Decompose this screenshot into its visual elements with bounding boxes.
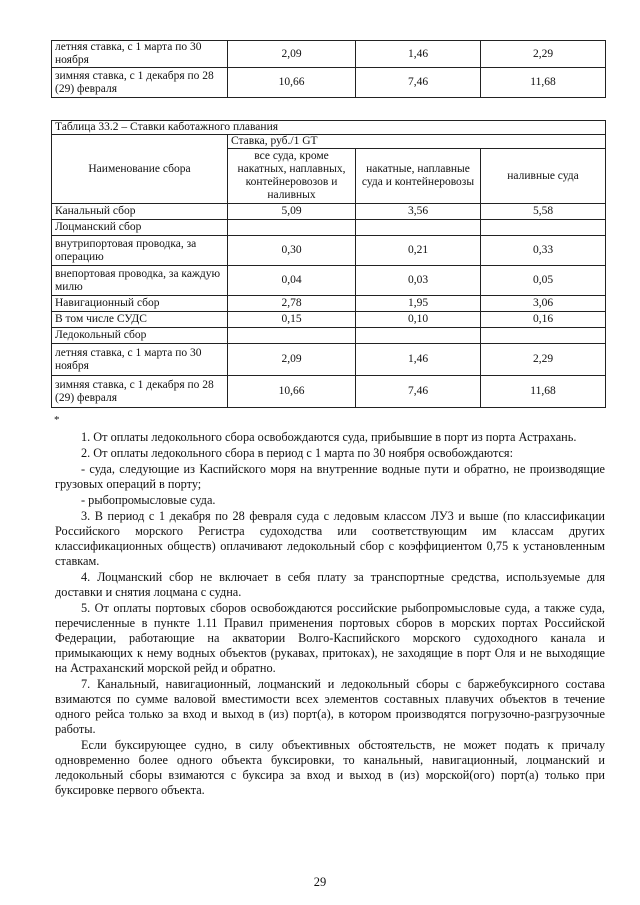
cell-value: 5,09 (228, 204, 356, 220)
cell-value: 3,56 (356, 204, 481, 220)
cell-value (481, 328, 606, 344)
cell-value: 2,29 (481, 344, 606, 376)
cell-value: 10,66 (228, 68, 356, 98)
row-label: В том числе СУДС (52, 312, 228, 328)
cabotage-rates-table (51, 120, 606, 408)
table-row (52, 41, 606, 68)
note-paragraph: 5. От оплаты портовых сборов освобождаются российские рыбопромысловые суда, а также суда, перечисленные в пункте 1.11 Правил применения портовых сборов в морских портах Российской Федерации, работающие на акватории Волго-Каспийского морского судоходного канала и примыкающих к нему водных объектов (рукавах, притоках), не заходящие в порт Оля и не выходящие на Астраханский морской рейд и обратно. (55, 601, 605, 675)
table-row (52, 296, 606, 312)
note-paragraph: 7. Канальный, навигационный, лоцманский и ледокольный сборы с баржебуксирного состава взимаются по сумме валовой вместимости всех элементов составных плавучих объектов в течение одного рейса только за вход и выход в (из) порт(а), в котором производятся погрузочно-разгрузочные работы. (55, 677, 605, 736)
note-paragraph: 4. Лоцманский сбор не включает в себя плату за транспортные средства, используемые для доставки и снятия лоцмана с судна. (55, 570, 605, 599)
cell-value: 0,21 (356, 236, 481, 266)
row-label: летняя ставка, с 1 марта по 30 ноября (52, 41, 228, 68)
table-row (52, 328, 606, 344)
notes-section (55, 430, 605, 799)
header-name-col: Наименование сбора (52, 135, 228, 204)
cell-value (228, 328, 356, 344)
cell-value: 11,68 (481, 68, 606, 98)
row-label: летняя ставка, с 1 марта по 30 ноября (52, 344, 228, 376)
table-row (52, 236, 606, 266)
header-col-tankers: наливные суда (481, 149, 606, 204)
top-rates-table (51, 40, 606, 98)
row-label: Лоцманский сбор (52, 220, 228, 236)
header-col-all-vessels: все суда, кроме накатных, наплавных, контейнеровозов и наливных (228, 149, 356, 204)
table-row (52, 312, 606, 328)
cell-value: 7,46 (356, 68, 481, 98)
header-rate-group: Ставка, руб./1 GT (228, 135, 606, 149)
note-paragraph: 3. В период с 1 декабря по 28 февраля суда с ледовым классом ЛУ3 и выше (по классификации Российского морского Регистра судоходства или соответствующим им классам других классификационных обществ) оплачивают ледокольный сбор с коэффициентом 0,75 к установленным ставкам. (55, 509, 605, 568)
row-label: зимняя ставка, с 1 декабря по 28 (29) февраля (52, 376, 228, 408)
cell-value (356, 220, 481, 236)
row-label: Канальный сбор (52, 204, 228, 220)
cell-value: 0,05 (481, 266, 606, 296)
cell-value (228, 220, 356, 236)
table-row (52, 266, 606, 296)
cell-value: 0,04 (228, 266, 356, 296)
cell-value (356, 328, 481, 344)
cell-value: 1,46 (356, 41, 481, 68)
cell-value: 2,29 (481, 41, 606, 68)
row-label: внутрипортовая проводка, за операцию (52, 236, 228, 266)
cell-value: 3,06 (481, 296, 606, 312)
cell-value: 2,09 (228, 344, 356, 376)
note-paragraph: - рыбопромысловые суда. (81, 493, 216, 507)
cell-value: 0,15 (228, 312, 356, 328)
cell-value: 0,33 (481, 236, 606, 266)
cell-value: 5,58 (481, 204, 606, 220)
row-label: внепортовая проводка, за каждую милю (52, 266, 228, 296)
table-row (52, 376, 606, 408)
row-label: Ледокольный сбор (52, 328, 228, 344)
note-paragraph: 1. От оплаты ледокольного сбора освобождаются суда, прибывшие в порт из порта Астрахань. (81, 430, 577, 444)
note-paragraph: 2. От оплаты ледокольного сбора в период с 1 марта по 30 ноября освобождаются: (81, 446, 513, 460)
cell-value: 0,03 (356, 266, 481, 296)
page-number: 29 (313, 875, 327, 889)
cell-value: 0,16 (481, 312, 606, 328)
cell-value: 0,10 (356, 312, 481, 328)
note-paragraph: Если буксирующее судно, в силу объективных обстоятельств, не может подать к причалу одновременно более одного объекта буксировки, то канальный, навигационный, лоцманский и ледокольный сборы взимаются с буксира за вход и выход в (из) морской(ого) порт(а) только при буксировке первого объекта. (55, 738, 605, 797)
cell-value: 1,46 (356, 344, 481, 376)
cell-value: 7,46 (356, 376, 481, 408)
footnote-mark: * (54, 414, 60, 426)
table-row (52, 344, 606, 376)
row-label: Навигационный сбор (52, 296, 228, 312)
table-row (52, 68, 606, 98)
cell-value: 10,66 (228, 376, 356, 408)
cell-value: 0,30 (228, 236, 356, 266)
table-row (52, 204, 606, 220)
cell-value: 1,95 (356, 296, 481, 312)
note-paragraph: - суда, следующие из Каспийского моря на внутренние водные пути и обратно, не производящие грузовых операций в порту; (55, 462, 605, 491)
table-row (52, 220, 606, 236)
cell-value: 11,68 (481, 376, 606, 408)
table-caption: Таблица 33.2 – Ставки каботажного плавания (52, 121, 606, 135)
cell-value (481, 220, 606, 236)
header-col-roro: накатные, наплавные суда и контейнеровозы (356, 149, 481, 204)
cell-value: 2,78 (228, 296, 356, 312)
cell-value: 2,09 (228, 41, 356, 68)
row-label: зимняя ставка, с 1 декабря по 28 (29) февраля (52, 68, 228, 98)
